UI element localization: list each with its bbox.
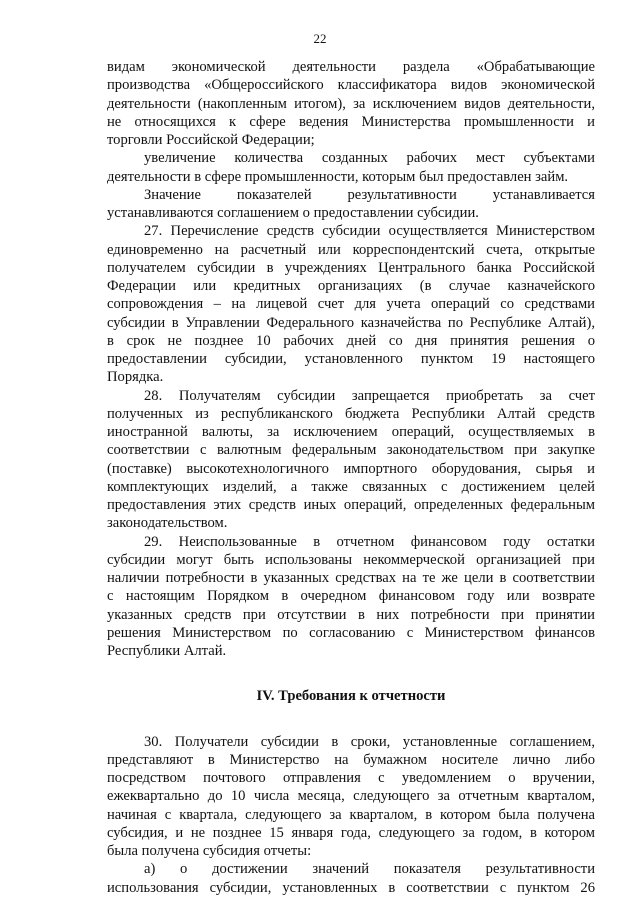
paragraph-p-cont bbox=[107, 58, 595, 149]
paragraphs-before-heading bbox=[107, 58, 595, 660]
text-line: не относящихся к сфере ведения Министерства промышленности и bbox=[107, 113, 595, 130]
text-line: деятельности в сфере промышленности, которым был предоставлен займ. bbox=[107, 168, 569, 185]
text-line: 28. Получателям субсидии запрещается приобретать за счет bbox=[144, 387, 595, 404]
text-line: решения Министерством по согласованию с Министерством финансов bbox=[107, 624, 595, 641]
paragraph-p-values bbox=[107, 186, 595, 223]
paragraph-p-27 bbox=[107, 222, 595, 386]
text-line: получателем субсидии в учреждениях Центрального банка Российской bbox=[107, 259, 595, 276]
page-number: 22 bbox=[313, 31, 327, 46]
text-line: Значение показателей результативности устанавливается bbox=[144, 186, 595, 203]
paragraph-p-jobs bbox=[107, 149, 595, 186]
paragraph-p-29 bbox=[107, 533, 595, 661]
text-line: торговли Российской Федерации; bbox=[107, 132, 315, 148]
text-line: субсидии в Управлении Федерального казначейства по Республике Алтай), bbox=[107, 314, 595, 331]
text-line: наличии потребности в указанных средствах на те же цели в соответствии bbox=[107, 570, 595, 586]
text-line: 30. Получатели субсидии в сроки, установленные соглашением, bbox=[144, 733, 595, 750]
text-line: сопровождения – на лицевой счет для учета операций со средствами bbox=[107, 296, 595, 313]
text-line: предоставления этих средств иных операций, определенных федеральным bbox=[107, 497, 595, 513]
paragraph-p-30 bbox=[107, 733, 595, 861]
text-line: ежеквартально до 10 числа месяца, следующего за отчетным кварталом, bbox=[107, 788, 595, 805]
text-line: с настоящим Порядком в очередном финансовом году или возврате bbox=[107, 588, 595, 605]
text-line: законодательством. bbox=[107, 515, 228, 532]
text-line: посредством почтового отправления с уведомлением о вручении, bbox=[107, 770, 595, 786]
text-line: производства «Общероссийского классификатора видов экономической bbox=[107, 77, 595, 94]
text-line: 29. Неиспользованные в отчетном финансовом году остатки bbox=[144, 533, 595, 550]
text-line: 27. Перечисление средств субсидии осуществляется Министерством bbox=[144, 223, 595, 240]
text-line: увеличение количества созданных рабочих мест субъектами bbox=[144, 150, 595, 167]
paragraph-p-30a bbox=[107, 860, 595, 897]
text-line: Республики Алтай. bbox=[107, 643, 227, 659]
text-line: использования субсидии, установленных в соответствии с пунктом 26 bbox=[107, 879, 595, 896]
text-line: единовременно на расчетный или корреспондентский счета, открытые bbox=[107, 241, 595, 258]
text-line: устанавливаются соглашением о предоставлении субсидии. bbox=[107, 205, 479, 221]
text-line: комплектующих изделий, а также связанных с достижением целей bbox=[107, 478, 595, 495]
text-line: представляют в Министерство на бумажном носителе лично либо bbox=[107, 751, 595, 768]
text-line: деятельности (накопленным итогом), за исключением видов деятельности, bbox=[107, 95, 595, 112]
paragraph-p-28 bbox=[107, 387, 595, 533]
text-line: соответствии с валютным федеральным законодательством при закупке bbox=[107, 442, 595, 459]
text-line: начиная с квартала, следующего за кварталом, в котором была получена bbox=[107, 806, 595, 823]
text-line: видам экономической деятельности раздела «Обрабатывающие bbox=[107, 59, 595, 75]
text-line: субсидии могут быть использованы некоммерческой организацией при bbox=[107, 551, 595, 568]
text-line: (поставке) высокотехнологичного импортного оборудования, сырья и bbox=[107, 460, 595, 477]
text-line: в срок не позднее 10 рабочих дней со дня принятия решения о bbox=[107, 332, 595, 349]
text-line: иностранной валюты, за исключением операций, осуществляемых в bbox=[107, 424, 595, 440]
text-line: Федерации или кредитных организациях (в случае казначейского bbox=[107, 278, 595, 294]
text-line: предоставлении субсидии, установленного пунктом 19 настоящего bbox=[107, 351, 595, 367]
text-line: указанных средств при отсутствии в них потребности при принятии bbox=[107, 606, 595, 623]
text-line: полученных из республиканского бюджета Республики Алтай средств bbox=[107, 405, 595, 422]
text-line: а) о достижении значений показателя результативности bbox=[144, 861, 595, 878]
text-line: субсидия, и не позднее 15 января года, следующего за годом, в котором bbox=[107, 824, 595, 841]
section-heading: IV. Требования к отчетности bbox=[256, 688, 446, 705]
paragraphs-after-heading bbox=[107, 733, 595, 897]
text-line: Порядка. bbox=[107, 369, 164, 386]
text-line: была получена субсидия отчеты: bbox=[107, 843, 312, 859]
document-body bbox=[107, 58, 595, 897]
